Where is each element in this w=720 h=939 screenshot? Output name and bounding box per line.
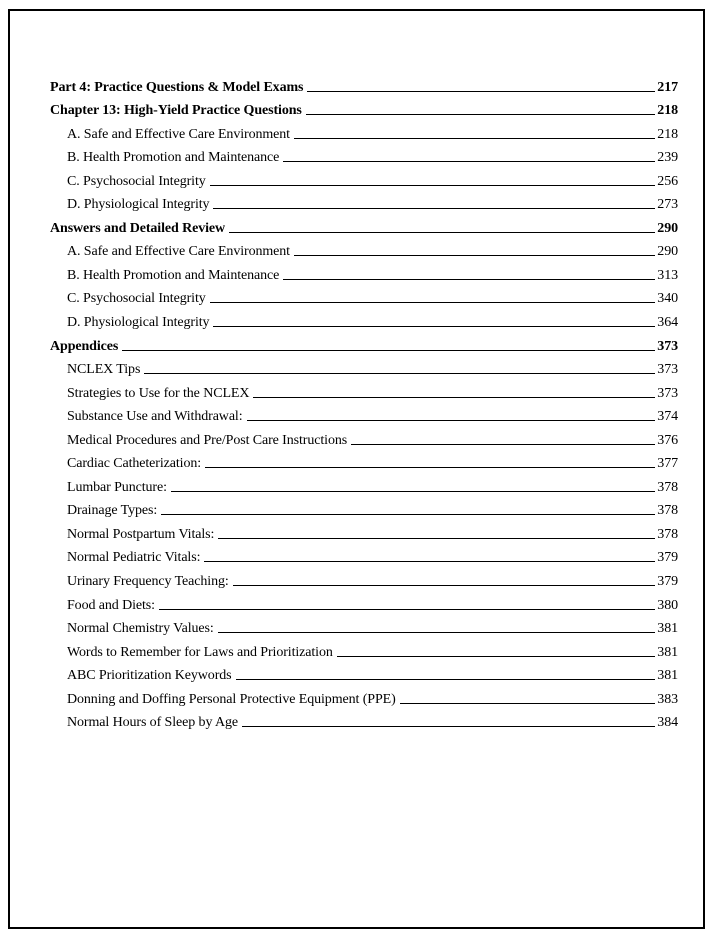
toc-entry-label: Substance Use and Withdrawal: xyxy=(67,409,243,425)
toc-entry-label: Answers and Detailed Review xyxy=(50,220,226,236)
toc-entry[interactable] xyxy=(50,684,678,708)
toc-leader-line xyxy=(210,185,656,186)
toc-entry-label: A. Safe and Effective Care Environment xyxy=(67,126,290,142)
toc-leader-line xyxy=(218,632,656,633)
toc-entry-page: 378 xyxy=(657,526,678,542)
toc-leader-line xyxy=(294,255,655,256)
toc-entry-label: Urinary Frequency Teaching: xyxy=(67,574,229,590)
toc-entry[interactable] xyxy=(50,449,678,473)
toc-entry-page: 383 xyxy=(657,691,678,707)
toc-entry-page: 364 xyxy=(657,315,678,331)
toc-entry-page: 377 xyxy=(657,456,678,472)
toc-entry-page: 380 xyxy=(657,597,678,613)
toc-leader-line xyxy=(213,326,655,327)
toc-entry[interactable] xyxy=(50,378,678,402)
toc-entry-label: D. Physiological Integrity xyxy=(67,315,210,331)
toc-entry[interactable] xyxy=(50,213,678,237)
toc-entry[interactable] xyxy=(50,72,678,96)
toc-entry[interactable] xyxy=(50,190,678,214)
toc-entry-page: 378 xyxy=(657,503,678,519)
toc-entry-page: 217 xyxy=(657,79,678,95)
toc-leader-line xyxy=(204,561,655,562)
toc-entry-page: 373 xyxy=(657,362,678,378)
toc-entry-label: A. Safe and Effective Care Environment xyxy=(67,244,290,260)
toc-entry-label: Appendices xyxy=(50,338,119,354)
toc-entry-page: 384 xyxy=(657,715,678,731)
toc-entry-label: Words to Remember for Laws and Prioritization xyxy=(67,644,333,660)
toc-entry[interactable] xyxy=(50,590,678,614)
toc-entry-label: Normal Postpartum Vitals: xyxy=(67,526,215,542)
toc-leader-line xyxy=(306,114,656,115)
toc-leader-line xyxy=(210,302,656,303)
toc-leader-line xyxy=(213,208,655,209)
toc-entry[interactable] xyxy=(50,166,678,190)
toc-entry-label: ABC Prioritization Keywords xyxy=(67,668,232,684)
toc-entry[interactable] xyxy=(50,237,678,261)
toc-entry-label: Strategies to Use for the NCLEX xyxy=(67,385,250,401)
toc-entry-page: 273 xyxy=(657,197,678,213)
document-page xyxy=(8,9,705,929)
toc-entry[interactable] xyxy=(50,472,678,496)
toc-leader-line xyxy=(294,138,655,139)
toc-entry-label: Donning and Doffing Personal Protective Equipment (PPE) xyxy=(67,691,396,707)
toc-entry-page: 340 xyxy=(657,291,678,307)
toc-entry-label: Normal Chemistry Values: xyxy=(67,621,214,637)
toc-entry[interactable] xyxy=(50,661,678,685)
toc-leader-line xyxy=(351,444,655,445)
toc-entry-label: Normal Pediatric Vitals: xyxy=(67,550,201,566)
toc-leader-line xyxy=(242,726,655,727)
toc-leader-line xyxy=(161,514,655,515)
toc-entry[interactable] xyxy=(50,496,678,520)
toc-entry-page: 290 xyxy=(657,220,678,236)
toc-leader-line xyxy=(400,703,656,704)
toc-entry-page: 376 xyxy=(657,432,678,448)
toc-leader-line xyxy=(233,585,656,586)
toc-entry-label: NCLEX Tips xyxy=(67,362,141,378)
toc-entry[interactable] xyxy=(50,543,678,567)
toc-leader-line xyxy=(159,609,655,610)
toc-leader-line xyxy=(283,161,655,162)
toc-entry[interactable] xyxy=(50,402,678,426)
toc-entry-page: 239 xyxy=(657,150,678,166)
toc-entry-page: 381 xyxy=(657,621,678,637)
toc-leader-line xyxy=(122,350,655,351)
toc-entry[interactable] xyxy=(50,96,678,120)
toc-entry-page: 373 xyxy=(657,338,678,354)
toc-entry[interactable] xyxy=(50,355,678,379)
toc-entry-label: B. Health Promotion and Maintenance xyxy=(67,150,280,166)
toc-entry[interactable] xyxy=(50,284,678,308)
toc-entry-label: C. Psychosocial Integrity xyxy=(67,173,206,189)
toc-leader-line xyxy=(229,232,655,233)
toc-entry[interactable] xyxy=(50,708,678,732)
toc-leader-line xyxy=(253,397,655,398)
toc-entry-page: 256 xyxy=(657,173,678,189)
toc-leader-line xyxy=(171,491,655,492)
toc-entry[interactable] xyxy=(50,260,678,284)
toc-entry-label: Normal Hours of Sleep by Age xyxy=(67,715,239,731)
toc-leader-line xyxy=(283,279,655,280)
toc-entry-label: B. Health Promotion and Maintenance xyxy=(67,267,280,283)
toc-entry-label: Drainage Types: xyxy=(67,503,158,519)
toc-entry-label: Part 4: Practice Questions & Model Exams xyxy=(50,79,304,95)
toc-leader-line xyxy=(205,467,655,468)
toc-entry-page: 378 xyxy=(657,479,678,495)
toc-entry-page: 381 xyxy=(657,668,678,684)
toc-leader-line xyxy=(307,91,655,92)
toc-leader-line xyxy=(144,373,655,374)
toc-entry-label: Cardiac Catheterization: xyxy=(67,456,202,472)
toc-entry-label: Chapter 13: High-Yield Practice Questions xyxy=(50,103,302,119)
toc-entry-label: Lumbar Puncture: xyxy=(67,479,167,495)
toc-entry[interactable] xyxy=(50,331,678,355)
toc-entry[interactable] xyxy=(50,614,678,638)
toc-entry[interactable] xyxy=(50,425,678,449)
toc-leader-line xyxy=(236,679,656,680)
toc-entry[interactable] xyxy=(50,119,678,143)
toc-entry[interactable] xyxy=(50,143,678,167)
toc-entry-label: C. Psychosocial Integrity xyxy=(67,291,206,307)
toc-entry[interactable] xyxy=(50,566,678,590)
toc-entry-page: 218 xyxy=(657,126,678,142)
toc-entry-page: 379 xyxy=(657,550,678,566)
toc-entry-page: 379 xyxy=(657,574,678,590)
table-of-contents xyxy=(50,72,678,731)
toc-leader-line xyxy=(218,538,655,539)
toc-entry[interactable] xyxy=(50,307,678,331)
toc-entry-page: 290 xyxy=(657,244,678,260)
toc-entry-page: 381 xyxy=(657,644,678,660)
toc-entry-label: D. Physiological Integrity xyxy=(67,197,210,213)
toc-leader-line xyxy=(247,420,656,421)
toc-entry-label: Medical Procedures and Pre/Post Care Instructions xyxy=(67,432,348,448)
toc-entry-page: 374 xyxy=(657,409,678,425)
toc-leader-line xyxy=(337,656,656,657)
toc-entry-page: 373 xyxy=(657,385,678,401)
toc-entry[interactable] xyxy=(50,519,678,543)
toc-entry-page: 218 xyxy=(657,103,678,119)
toc-entry-label: Food and Diets: xyxy=(67,597,155,613)
toc-entry[interactable] xyxy=(50,637,678,661)
toc-entry-page: 313 xyxy=(657,267,678,283)
